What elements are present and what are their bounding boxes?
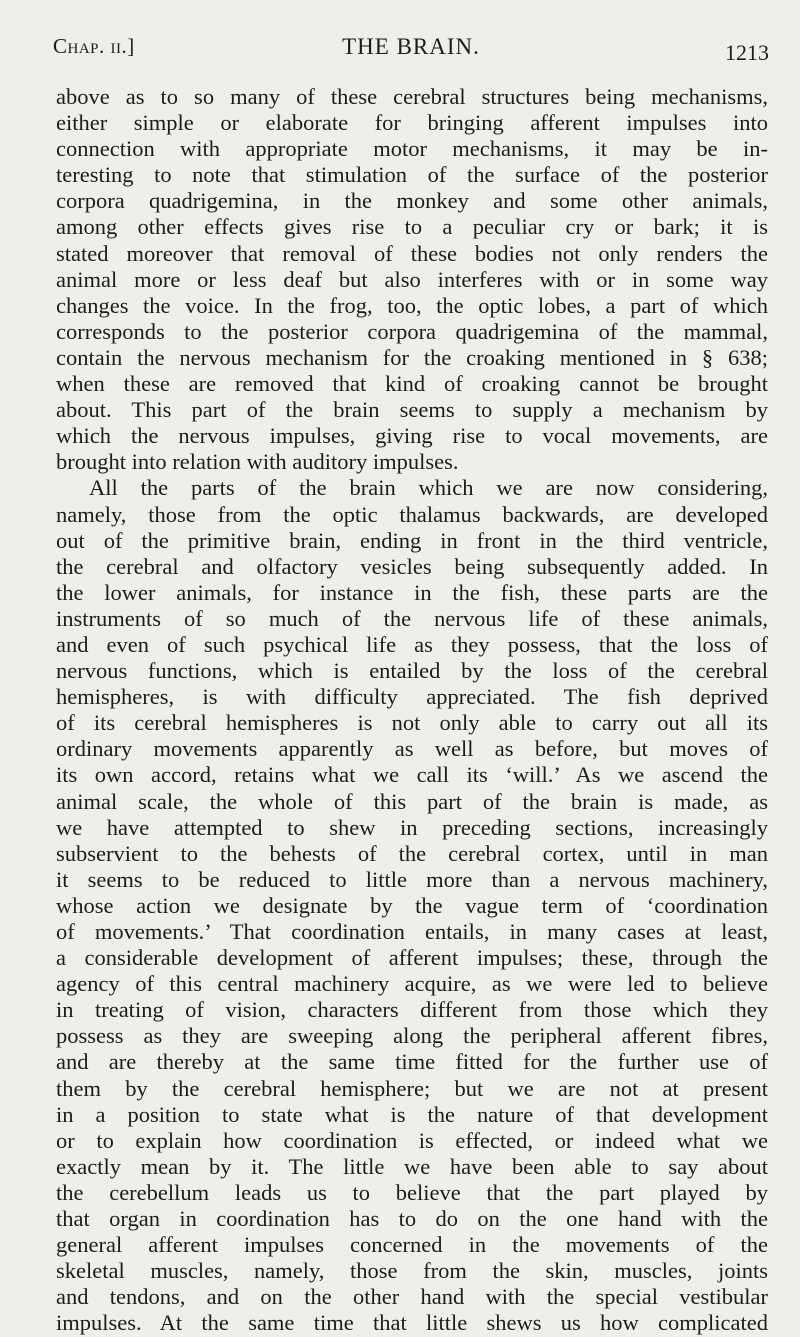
text-line: it seems to be reduced to little more than a nervous machinery, bbox=[56, 866, 768, 892]
text-line: agency of this central machinery acquire, as we were led to believe bbox=[56, 971, 768, 997]
text-line: instruments of so much of the nervous life of these animals, bbox=[56, 605, 768, 631]
text-line: hemispheres, is with difficulty appreciated. The fish deprived bbox=[56, 684, 768, 710]
text-line: animal scale, the whole of this part of the brain is made, as bbox=[56, 788, 768, 814]
text-line: its own accord, retains what we call its ‘will.’ As we ascend the bbox=[56, 762, 768, 788]
text-line: namely, those from the optic thalamus backwards, are developed bbox=[56, 501, 768, 527]
running-title: THE BRAIN. bbox=[342, 34, 480, 59]
text-line: stated moreover that removal of these bodies not only renders the bbox=[56, 240, 768, 266]
text-line: in a position to state what is the nature of that development bbox=[56, 1101, 768, 1127]
text-line: whose action we designate by the vague term of ‘coordination bbox=[56, 892, 768, 918]
text-line: among other effects gives rise to a peculiar cry or bark; it is bbox=[56, 214, 768, 240]
page-number: 1213 bbox=[725, 40, 769, 65]
text-line: of its cerebral hemispheres is not only able to carry out all its bbox=[56, 710, 768, 736]
text-line: ordinary movements apparently as well as before, but moves of bbox=[56, 736, 768, 762]
text-line: possess as they are sweeping along the peripheral afferent fibres, bbox=[56, 1023, 768, 1049]
text-line: animal more or less deaf but also interferes with or in some way bbox=[56, 266, 768, 292]
text-line: corresponds to the posterior corpora quadrigemina of the mammal, bbox=[56, 318, 768, 344]
text-line: general afferent impulses concerned in the movements of the bbox=[56, 1232, 768, 1258]
text-line: of movements.’ That coordination entails, in many cases at least, bbox=[56, 919, 768, 944]
chapter-label: Chap. ii.] bbox=[53, 34, 135, 58]
text-line: either simple or elaborate for bringing afferent impulses into bbox=[56, 110, 768, 136]
text-line: which the nervous impulses, giving rise to vocal movements, are bbox=[56, 423, 768, 449]
running-header bbox=[53, 30, 769, 66]
text-line: corpora quadrigemina, in the monkey and some other animals, bbox=[56, 188, 768, 214]
text-line: subservient to the behests of the cerebral cortex, until in man bbox=[56, 840, 768, 866]
text-line: teresting to note that stimulation of the surface of the posterior bbox=[56, 162, 768, 188]
text-line: about. This part of the brain seems to supply a mechanism by bbox=[56, 397, 768, 423]
text-line: a considerable development of afferent impulses; these, through the bbox=[56, 945, 768, 971]
text-line: the cerebral and olfactory vesicles being subsequently added. In bbox=[56, 553, 768, 579]
text-line: above as to so many of these cerebral structures being mechanisms, bbox=[56, 84, 768, 109]
text-line: brought into relation with auditory impulses. bbox=[56, 449, 459, 475]
text-line: and tendons, and on the other hand with the special vestibular bbox=[56, 1284, 768, 1310]
text-line: when these are removed that kind of croaking cannot be brought bbox=[56, 371, 768, 397]
text-line: them by the cerebral hemisphere; but we are not at present bbox=[56, 1075, 768, 1101]
body-text bbox=[56, 84, 768, 1337]
text-line: out of the primitive brain, ending in front in the third ventricle, bbox=[56, 527, 768, 553]
text-line: exactly mean by it. The little we have been able to say about bbox=[56, 1153, 768, 1179]
text-line: skeletal muscles, namely, those from the skin, muscles, joints bbox=[56, 1258, 768, 1284]
text-line: changes the voice. In the frog, too, the optic lobes, a part of which bbox=[56, 292, 768, 318]
text-line: and are thereby at the same time fitted for the further use of bbox=[56, 1049, 768, 1075]
text-line: the cerebellum leads us to believe that the part played by bbox=[56, 1179, 768, 1205]
text-line: impulses. At the same time that little shews us how complicated bbox=[56, 1310, 768, 1336]
text-line: contain the nervous mechanism for the croaking mentioned in § 638; bbox=[56, 344, 768, 370]
text-line: that organ in coordination has to do on the one hand with the bbox=[56, 1206, 768, 1232]
text-line: All the parts of the brain which we are now considering, bbox=[89, 475, 768, 501]
text-line: connection with appropriate motor mechanisms, it may be in- bbox=[56, 136, 768, 162]
text-line: in treating of vision, characters different from those which they bbox=[56, 997, 768, 1023]
text-line: or to explain how coordination is effected, or indeed what we bbox=[56, 1127, 768, 1153]
text-line: we have attempted to shew in preceding sections, increasingly bbox=[56, 814, 768, 840]
text-line: nervous functions, which is entailed by the loss of the cerebral bbox=[56, 658, 768, 684]
text-line: the lower animals, for instance in the fish, these parts are the bbox=[56, 579, 768, 605]
text-line: and even of such psychical life as they possess, that the loss of bbox=[56, 631, 768, 657]
